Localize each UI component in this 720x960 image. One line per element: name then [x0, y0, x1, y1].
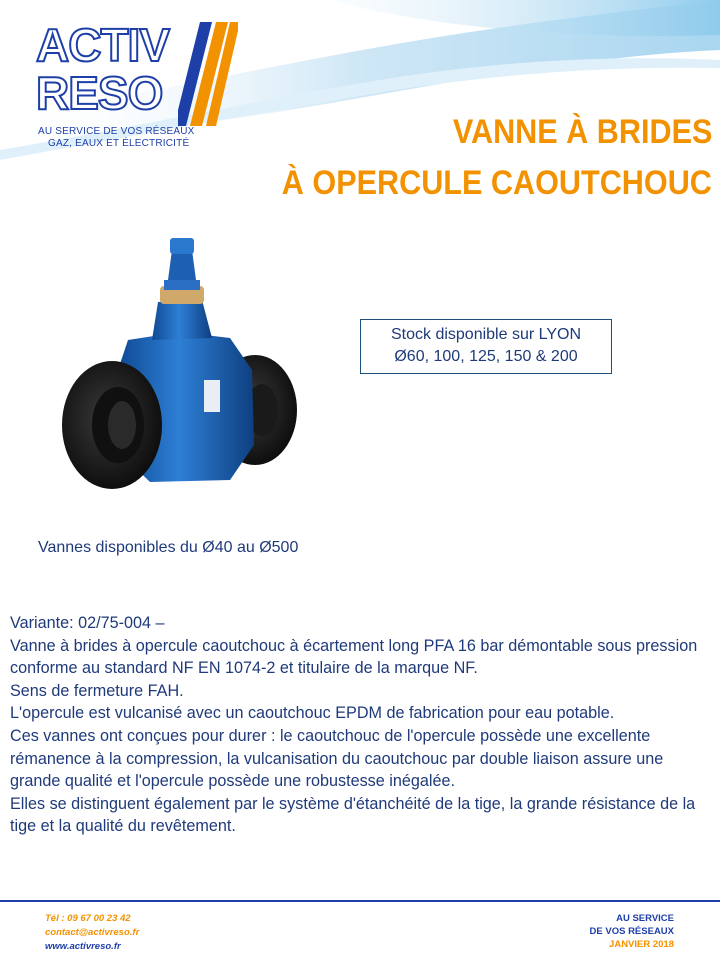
footer-website-link[interactable]: www.activreso.fr: [45, 941, 121, 952]
stock-info-box: [360, 319, 612, 374]
description-paragraph-2: Sens de fermeture FAH.: [10, 681, 184, 700]
footer-right-line-2: DE VOS RÉSEAUX: [589, 926, 674, 937]
availability-text: Vannes disponibles du Ø40 au Ø500: [38, 539, 299, 556]
footer-email-link[interactable]: contact@activreso.fr: [45, 927, 140, 938]
description-paragraph-4: Ces vannes ont conçues pour durer : le caoutchouc de l'opercule possède une excellente rémanence à la compression, la vulcanisation du caoutchouc par double liaison assure une grande qualité et l'opercule possède une robustesse inégalée.: [10, 726, 664, 791]
footer-phone: Tél : 09 67 00 23 42: [45, 913, 131, 924]
logo-slash-icon: [178, 22, 238, 126]
footer-divider: [0, 900, 720, 902]
description-paragraph-5: Elles se distinguent également par le système d'étanchéité de la tige, la grande résistance de la tige et la qualité du revêtement.: [10, 794, 696, 836]
gate-valve-image: [40, 220, 320, 520]
page-title-line-2: À OPERCULE CAOUTCHOUC: [281, 164, 712, 202]
footer-right-line-1: AU SERVICE: [616, 913, 674, 924]
stock-location: Stock disponible sur LYON: [390, 326, 581, 343]
description-paragraph-3: L'opercule est vulcanisé avec un caoutchouc EPDM de fabrication pour eau potable.: [10, 704, 615, 723]
stock-sizes: Ø60, 100, 125, 150 & 200: [394, 348, 578, 365]
footer-right-block: [590, 912, 674, 951]
product-description: [10, 612, 710, 838]
description-paragraph-1: Vanne à brides à opercule caoutchouc à écartement long PFA 16 bar démontable sous pression conforme au standard NF EN 1074-2 et titulaire de la marque NF.: [10, 636, 698, 678]
variant-reference: Variante: 02/75-004 –: [10, 614, 165, 632]
page-title-line-1: VANNE À BRIDES: [452, 113, 712, 151]
logo-tagline-1: AU SERVICE DE VOS RÉSEAUX: [38, 126, 195, 137]
logo-tagline-2: GAZ, EAUX ET ÉLECTRICITÉ: [48, 138, 190, 149]
footer-date: JANVIER 2018: [609, 939, 674, 950]
logo-word-reso: RESO: [36, 67, 163, 119]
footer-contact: [45, 912, 139, 954]
logo-word-activ: ACTIV: [36, 19, 169, 71]
